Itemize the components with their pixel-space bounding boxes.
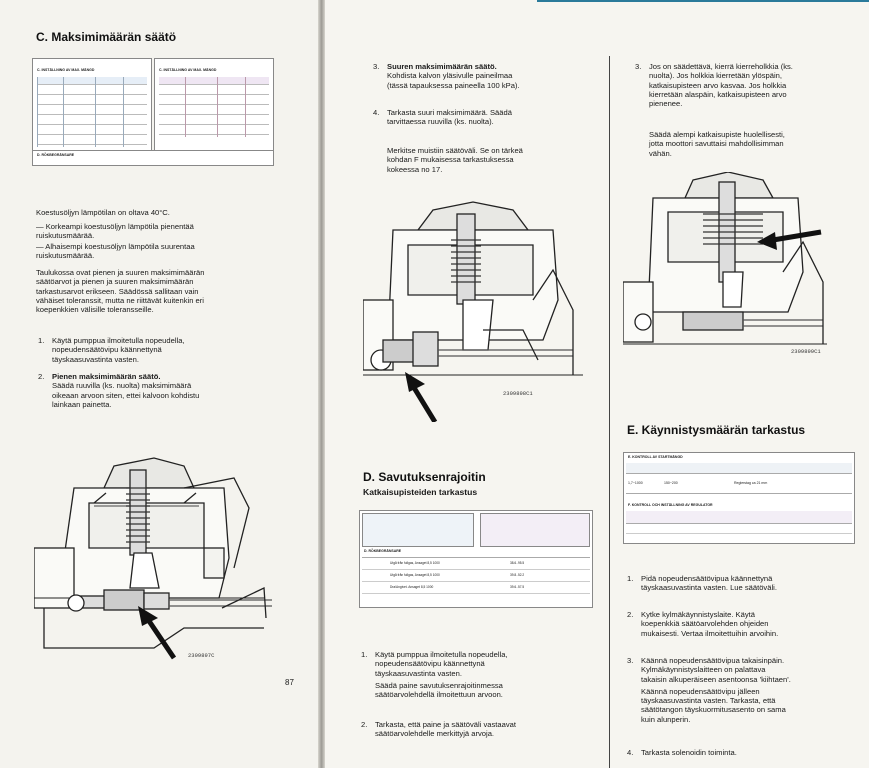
- step-text: Tarkasta suuri maksimimäärä. Säädä tarvittaessa ruuvilla (ks. nuolta).: [387, 108, 512, 127]
- arrow-icon: [405, 372, 435, 422]
- step-text: Tarkasta, että paine ja säätöväli vastaavat säätöarvolehdelle merkittyjä arvoja.: [375, 720, 516, 739]
- note-text: Merkitse muistiin säätöväli. Se on tärkeä kohdan F mukaisessa tarkastuksessa kokeessa no 17.: [387, 146, 523, 174]
- startmangd-table: [623, 452, 855, 544]
- step-title: Suuren maksimimäärän säätö.: [387, 62, 497, 71]
- table-cell: Utgå från fullgas, Ansaget 8,5 1000: [390, 561, 440, 565]
- bullet-lower-temp: — Alhaisempi koestusöljyn lämpötila suurentaa ruiskutusmäärää.: [36, 242, 195, 261]
- table-thumbnail-3: [32, 150, 274, 166]
- governor-illustration-middle: [363, 200, 583, 422]
- table-title: F. KONTROLL OCH INSTÄLLNING AV REGULATOR: [628, 503, 713, 507]
- table-title: E. KONTROLL AV STARTMÄNGD: [628, 455, 683, 459]
- paragraph-table-values: Taulukossa ovat pienen ja suuren maksimimäärän säätöarvot ja pienen ja suuren maksimimäärän tarkastusarvot erikseen. Säädössä sallitaan vain vähäiset toleranssit, mutta ne riittävät kuitenkin eri koepenkkien välisille toleransseille.: [36, 268, 205, 315]
- table-cell: Utgå från fullgas, Ansaget 8,5 1000: [390, 573, 440, 577]
- figure-code: 2309899C1: [791, 348, 821, 355]
- table-cell: Reglerstag ca 21 mm: [734, 481, 768, 485]
- step-text: Säädä paine savutuksenrajoitinmessa säätöarvolehdellä ilmoitettuun arvoon.: [375, 680, 503, 700]
- list-item: 1. Pidä nopeudensäätövipua käännettynä täyskaasuvastinta vasten. Lue säätöväli.: [627, 574, 777, 593]
- section-c-title: C. Maksimimäärän säätö: [36, 30, 177, 44]
- table-thumbnail-2: [154, 58, 274, 152]
- right-page: [325, 0, 869, 768]
- table-title: D. RÖKBEGRÄNSARE: [364, 549, 402, 553]
- step-title: Pienen maksimimäärän säätö.: [52, 372, 161, 381]
- book-gutter: [318, 0, 325, 768]
- list-item: 3. Suuren maksimimäärän säätö. Kohdista kalvon yläsivulle paineilmaa (tässä tapauksessa paineella 100 kPa).: [387, 62, 529, 90]
- step-text: Käännä nopeudensäätövipua takaisinpäin. Kylmäkäynnistyslaitteen on palattava takaisin alkuperäiseen asentoonsa 'kiihtaen'.: [641, 656, 791, 684]
- figure-code: 2309897C: [188, 652, 215, 659]
- step-text: Kytke kylmäkäynnistyslaite. Käytä koepenkkiä säätöarvolehden ohjeiden mukaisesti. Vertaa ilmoitettuihin arvoihin.: [641, 610, 779, 638]
- arrow-icon: [138, 606, 174, 658]
- section-d-title: D. Savutuksenrajoitin: [363, 470, 486, 484]
- list-item: 3. Jos on säädettävä, kierrä kierreholkkia (ks. nuolta). Jos holkkia kierretään ylöspäin, katkaisupisteen arvo kasvaa. Jos holkkia kierretään alaspäin, katkaisupisteen arvo pienenee.: [635, 62, 793, 109]
- page-number: 87: [285, 678, 294, 687]
- table-cell: 38.6..95.5: [510, 561, 525, 565]
- bullet-higher-temp: — Korkeampi koestusöljyn lämpötila pienentää ruiskutusmäärää.: [36, 222, 194, 241]
- step-text: Pidä nopeudensäätövipua käännettynä täyskaasuvastinta vasten. Lue säätöväli.: [641, 574, 777, 593]
- table-thumbnail-1: [32, 58, 152, 152]
- column-divider: [609, 56, 610, 768]
- governor-illustration-left: [34, 448, 274, 666]
- note-text: Säädä alempi katkaisupiste huolellisesti, jotta moottori savuttaisi mahdollisimman vähän.: [649, 130, 785, 158]
- left-page: [0, 0, 318, 768]
- list-item: 2. Pienen maksimimäärän säätö. Säädä ruuvilla (ks. nuolta) maksimimäärä oikeaan arvoon siten, ettei kalvoon kohdistu lainkaan painetta.: [52, 372, 208, 409]
- step-text: Käytä pumppua ilmoitetulla nopeudella, nopeudensäätövipu käännettynä täyskaasuvastinta vasten.: [375, 650, 508, 678]
- step-text: Tarkasta solenoidin toiminta.: [641, 748, 737, 757]
- table-cell: 150~200: [664, 481, 678, 485]
- table-cell: 39.6..57.5: [510, 585, 525, 589]
- list-item: 2. Tarkasta, että paine ja säätöväli vastaavat säätöarvolehdelle merkittyjä arvoja.: [361, 720, 516, 739]
- figure-code: 2309898C1: [503, 390, 533, 397]
- table-cell: 1,7~1000: [628, 481, 643, 485]
- step-text: Käytä pumppua ilmoitetulla nopeudella, nopeudensäätövipu käännettynä täyskaasuvastinta vasten.: [52, 336, 185, 364]
- list-item: 2. Kytke kylmäkäynnistyslaite. Käytä koepenkkiä säätöarvolehden ohjeiden mukaisesti. Vertaa ilmoitettuihin arvoihin.: [627, 610, 779, 638]
- thumb-title: C. INSTÄLLNING AV MAX. MÄNGD: [159, 68, 217, 72]
- table-cell: 39.8..52.2: [510, 573, 525, 577]
- step-text: Jos on säädettävä, kierrä kierreholkkia (ks. nuolta). Jos holkkia kierretään ylöspäin, katkaisupisteen arvo kasvaa. Jos holkkia kierretään alaspäin, katkaisupisteen arvo pienenee.: [649, 62, 793, 109]
- table-cell: Dra/Angivet. Ansaget 8,5 1000: [390, 585, 434, 589]
- step-text: Säädä ruuvilla (ks. nuolta) maksimimäärä oikeaan arvoon siten, ettei kalvoon kohdistu lainkaan painetta.: [52, 381, 200, 409]
- smoke-limiter-table: [359, 510, 593, 608]
- section-e-title: E. Käynnistysmäärän tarkastus: [627, 423, 806, 437]
- list-item: 1. Käytä pumppua ilmoitetulla nopeudella, nopeudensäätövipu käännettynä täyskaasuvastinta vasten. Säädä paine savutuksenrajoitinmessa säätöarvolehdellä ilmoitettuun arvoon.: [375, 650, 531, 699]
- list-item: 1. Käytä pumppua ilmoitetulla nopeudella, nopeudensäätövipu käännettynä täyskaasuvastinta vasten.: [38, 336, 185, 364]
- list-item: 3. Käännä nopeudensäätövipua takaisinpäin. Kylmäkäynnistyslaitteen on palattava takaisin alkuperäiseen asentoonsa 'kiihtaen'. Käännä nopeudensäätövipu jälleen täyskaasuvastinta vasten. Tarkasta, että säätötangon täyskuormitusasento on sama kuin alunperin.: [641, 656, 793, 724]
- list-item: 4. Tarkasta suuri maksimimäärä. Säädä tarvittaessa ruuvilla (ks. nuolta).: [373, 108, 512, 127]
- intro-text: Koestusöljyn lämpötilan on oltava 40°C.: [36, 208, 170, 217]
- thumb-title: D. RÖKBEGRÄNSARE: [37, 153, 75, 157]
- step-text: Kohdista kalvon yläsivulle paineilmaa (tässä tapauksessa paineella 100 kPa).: [387, 71, 520, 90]
- step-text: Käännä nopeudensäätövipu jälleen täyskaasuvastinta vasten. Tarkasta, että säätötangon täyskuormitusasento on sama kuin alunperin.: [641, 686, 786, 724]
- section-d-subtitle: Katkaisupisteiden tarkastus: [363, 487, 478, 497]
- governor-illustration-right: [623, 172, 827, 362]
- thumb-title: C. INSTÄLLNING AV MAX. MÄNGD: [37, 68, 95, 72]
- list-item: 4. Tarkasta solenoidin toiminta.: [627, 748, 737, 757]
